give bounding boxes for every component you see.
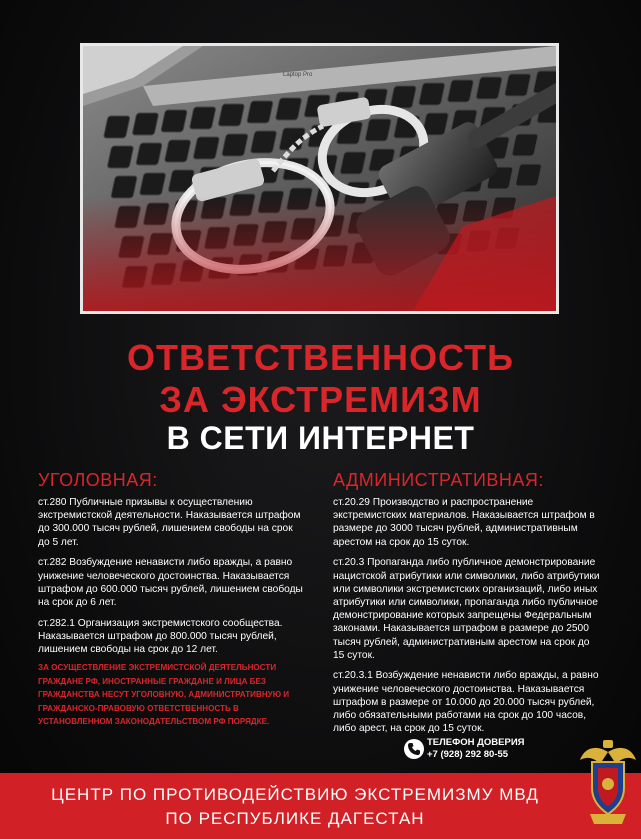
title-line-3: В СЕТИ ИНТЕРНЕТ	[166, 420, 475, 456]
article-number: ст.20.29	[333, 497, 370, 508]
keyboard-key	[164, 140, 191, 162]
keyboard-key	[512, 134, 539, 156]
article-text: Пропаганда либо публичное демонстрирование нацистской атрибутики или символики, либо атрибутики или символики экстремистских организаций, либо иных атрибутики или символики, пропаганда либо публичное демонстрирование которых запрещены Федеральным законами. Наказывается штрафом в размере до 2500 тысяч рублей, административным арестом на срок до 15 суток.	[333, 557, 600, 661]
keyboard-key	[136, 143, 163, 165]
administrative-item	[333, 669, 603, 735]
keyboard-key	[365, 119, 392, 141]
article-text: Организация экстремистского сообщества. Наказывается штрафом до 800.000 тысяч рублей, лишением свободы на срок до 12 лет.	[38, 617, 283, 656]
article-number: ст.20.3.1	[333, 670, 373, 682]
footer-line-2: ПО РЕСПУБЛИКЕ ДАГЕСТАН	[165, 809, 425, 828]
keyboard-key	[193, 137, 220, 159]
keyboard-key	[247, 101, 274, 123]
article-text: Публичные призывы к осуществлению экстремистской деятельности. Наказывается штрафом до 300.000 тысяч рублей, лишением свободы на срок до 5 лет.	[38, 497, 301, 548]
criminal-item	[38, 496, 304, 549]
title-line-2: ЗА ЭКСТРЕМИЗМ	[159, 379, 482, 420]
footer-line-1: ЦЕНТР ПО ПРОТИВОДЕЙСТВИЮ ЭКСТРЕМИЗМУ МВД	[51, 785, 539, 804]
administrative-item	[333, 496, 603, 549]
keyboard-key	[132, 113, 159, 135]
article-text: Возбуждение ненависти либо вражды, а равно унижение человеческого достоинства. Наказывается штрафом в размере от 10.000 до 20.000 тысяч рублей, либо обязательными работами на срок до 100 часов, либо арест, на срок до 15 суток.	[333, 670, 599, 735]
keyboard-key	[447, 80, 474, 102]
article-number: ст.282.1	[38, 617, 75, 629]
phone-icon	[404, 739, 424, 759]
keyboard-key	[275, 98, 302, 120]
keyboard-key	[504, 74, 531, 96]
criminal-heading: УГОЛОВНАЯ:	[38, 470, 158, 490]
keyboard-key	[139, 173, 166, 195]
article-number: ст.282	[38, 557, 67, 569]
mvd-emblem-icon	[578, 738, 638, 826]
hotline	[404, 737, 564, 765]
criminal-item	[38, 617, 304, 657]
keyboard-key	[250, 131, 277, 153]
criminal-list	[38, 496, 304, 664]
keyboard-key	[222, 134, 249, 156]
keyboard-key	[340, 152, 367, 174]
hotline-label: ТЕЛЕФОН ДОВЕРИЯ	[427, 737, 525, 748]
administrative-item	[333, 556, 603, 662]
keyboard-key	[161, 110, 188, 132]
keyboard-key	[515, 164, 542, 186]
article-text: Возбуждение ненависти либо вражды, а равно унижение человеческого достоинства. Наказывается штрафом до 600.000 тысяч рублей, лишением свободы на срок до 6 лет.	[38, 557, 303, 608]
keyboard-key	[390, 86, 417, 108]
keyboard-key	[189, 107, 216, 129]
hotline-number[interactable]: +7 (928) 292 80-55	[427, 749, 509, 760]
keyboard-key	[418, 83, 445, 105]
keyboard-key	[218, 104, 245, 126]
keyboard-key	[103, 116, 130, 138]
keyboard-key	[107, 146, 134, 168]
screen-label: Laptop Pro	[283, 72, 313, 78]
keyboard-key	[476, 77, 503, 99]
article-number: ст.280	[38, 497, 67, 508]
laptop-handcuffs-gavel-image	[83, 46, 556, 311]
article-text: Производство и распространение экстремистских материалов. Наказывается штрафом в размере до 3000 тысяч рублей, административным арестом на срок до 15 суток.	[333, 497, 595, 548]
administrative-heading: АДМИНИСТРАТИВНАЯ:	[333, 470, 544, 490]
article-number: ст.20.3	[333, 557, 365, 569]
hero-photo	[80, 43, 559, 314]
keyboard-key	[111, 176, 138, 198]
administrative-list	[333, 496, 603, 743]
criminal-item	[38, 556, 304, 609]
footer-banner	[0, 773, 641, 839]
title-line-1: ОТВЕТСТВЕННОСТЬ	[126, 337, 515, 378]
legal-note: ЗА ОСУЩЕСТВЛЕНИЕ ЭКСТРЕМИСТСКОЙ ДЕЯТЕЛЬНОСТИ ГРАЖДАНЕ РФ, ИНОСТРАННЫЕ ГРАЖДАНЕ И ЛИЦА БЕЗ ГРАЖДАНСТВА НЕСУТ УГОЛОВНУЮ, АДМИНИСТРАТИВНУЮ И ГРАЖДАНСКО-ПРАВОВУЮ ОТВЕТСТВЕННОСТЬ В УСТАНОВЛЕННОМ ЗАКОНОДАТЕЛЬСТВОМ РФ ПОРЯДКЕ.	[38, 663, 290, 726]
